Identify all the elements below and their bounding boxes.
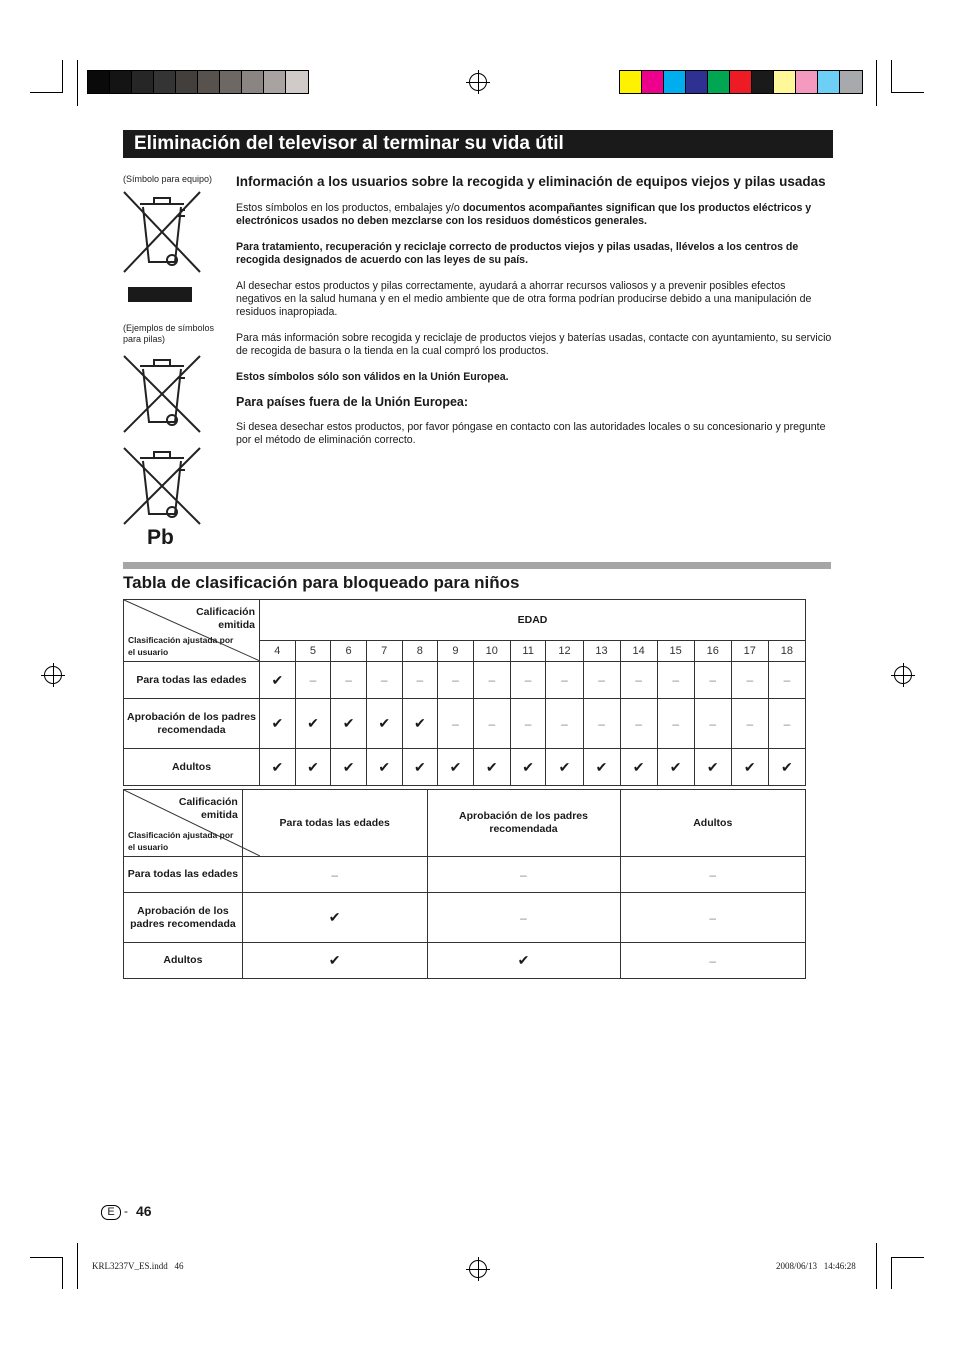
check-mark-cell: ✔: [402, 749, 438, 786]
crossed-bin-icon: [122, 190, 202, 275]
age-rating-table: [123, 599, 806, 786]
check-mark-cell: ✔: [620, 749, 657, 786]
color-calibration-bar: [619, 70, 863, 94]
check-mark-cell: ✔: [694, 749, 731, 786]
age-column-header: 11: [510, 641, 546, 662]
row-label: Para todas las edades: [124, 857, 243, 893]
crop-mark: [891, 1257, 892, 1289]
row-label: Adultos: [124, 749, 260, 786]
check-mark-cell: ✔: [260, 699, 296, 749]
crop-mark: [891, 1257, 924, 1258]
column-header: Para todas las edades: [242, 790, 427, 857]
table-row: [124, 943, 806, 979]
battery-symbol-caption: (Ejemplos de símbolos para pilas): [123, 323, 215, 344]
column-header: Aprobación de los padres recomendada: [427, 790, 620, 857]
age-column-header: 16: [694, 641, 731, 662]
table-corner-header: [124, 600, 260, 662]
dash-cell: –: [427, 893, 620, 943]
dash-cell: –: [438, 699, 474, 749]
color-swatch: [286, 71, 308, 93]
color-swatch: [620, 71, 642, 93]
crop-mark: [77, 60, 78, 106]
age-header: EDAD: [260, 600, 806, 641]
dash-cell: –: [620, 943, 806, 979]
dash-cell: –: [366, 662, 402, 699]
language-badge: E: [101, 1205, 121, 1220]
gray-calibration-bar: [87, 70, 309, 94]
row-label: Para todas las edades: [124, 662, 260, 699]
check-mark-cell: ✔: [295, 749, 331, 786]
dash-cell: –: [731, 662, 768, 699]
pb-label: Pb: [147, 526, 174, 549]
age-column-header: 4: [260, 641, 296, 662]
color-swatch: [154, 71, 176, 93]
p1-normal-text: Estos símbolos en los productos, embalajes y/o: [236, 202, 463, 214]
dash-cell: –: [546, 699, 583, 749]
registration-mark-icon: [469, 1260, 487, 1278]
check-mark-cell: ✔: [731, 749, 768, 786]
row-label: Aprobación de los padres recomendada: [124, 893, 243, 943]
check-mark-cell: ✔: [583, 749, 620, 786]
color-swatch: [840, 71, 862, 93]
crop-mark: [876, 1243, 877, 1289]
table-row: [124, 893, 806, 943]
check-mark-cell: ✔: [366, 699, 402, 749]
solid-bar-symbol: [128, 287, 192, 302]
dash-cell: –: [583, 699, 620, 749]
check-mark-cell: ✔: [473, 749, 510, 786]
disposal-paragraph-6: Si desea desechar estos productos, por favor póngase en contacto con las autoridades locales o su concesionario y pregunte por el método de eliminación correcto.: [236, 421, 826, 446]
age-column-header: 18: [768, 641, 805, 662]
color-swatch: [110, 71, 132, 93]
age-column-header: 10: [473, 641, 510, 662]
crossed-bin-pb-icon: [122, 446, 202, 526]
dash-cell: –: [402, 662, 438, 699]
dash-cell: –: [620, 857, 806, 893]
check-mark-cell: ✔: [402, 699, 438, 749]
dash-cell: –: [657, 662, 694, 699]
table-corner-header: [124, 790, 243, 857]
check-mark-cell: ✔: [242, 943, 427, 979]
dash-cell: –: [657, 699, 694, 749]
color-swatch: [176, 71, 198, 93]
dash-cell: –: [768, 699, 805, 749]
registration-mark-icon: [894, 666, 912, 684]
dash-cell: –: [768, 662, 805, 699]
color-swatch: [264, 71, 286, 93]
disposal-info: [236, 174, 832, 447]
color-swatch: [242, 71, 264, 93]
age-column-header: 17: [731, 641, 768, 662]
check-mark-cell: ✔: [260, 662, 296, 699]
check-mark-cell: ✔: [331, 749, 367, 786]
dash-cell: –: [694, 662, 731, 699]
equipment-symbol-caption: (Símbolo para equipo): [123, 174, 213, 184]
crossed-bin-battery-icon: [122, 354, 202, 434]
check-mark-cell: ✔: [260, 749, 296, 786]
check-mark-cell: ✔: [366, 749, 402, 786]
crop-mark: [62, 60, 63, 92]
corner-top-label: Calificación emitida: [178, 796, 238, 821]
section-separator: [123, 562, 831, 569]
color-swatch: [774, 71, 796, 93]
rating-section-heading: Tabla de clasificación para bloqueado para niños: [123, 573, 520, 592]
row-label: Aprobación de los padres recomendada: [124, 699, 260, 749]
age-column-header: 13: [583, 641, 620, 662]
check-mark-cell: ✔: [546, 749, 583, 786]
crop-mark: [30, 1257, 63, 1258]
crop-mark: [891, 60, 892, 92]
column-header: Adultos: [620, 790, 806, 857]
check-mark-cell: ✔: [657, 749, 694, 786]
outside-eu-heading: Para países fuera de la Unión Europea:: [236, 395, 469, 409]
dash-cell: –: [242, 857, 427, 893]
disposal-heading: Información a los usuarios sobre la recogida y eliminación de equipos viejos y pilas usadas: [236, 174, 826, 189]
age-column-header: 5: [295, 641, 331, 662]
table-row: [124, 749, 806, 786]
check-mark-cell: ✔: [331, 699, 367, 749]
color-swatch: [198, 71, 220, 93]
dash-cell: –: [510, 662, 546, 699]
crop-mark: [62, 1257, 63, 1289]
dash-cell: –: [473, 699, 510, 749]
page-title: Eliminación del televisor al terminar su vida útil: [123, 130, 833, 158]
registration-mark-icon: [469, 73, 487, 91]
p1-bold-text: documentos acompañantes significan que los productos eléctricos y electrónicos usados no deben mezclarse con los residuos domésticos generales.: [236, 202, 812, 227]
age-column-header: 7: [366, 641, 402, 662]
disposal-paragraph-4: Para más información sobre recogida y reciclaje de productos viejos y baterías usadas, contacte con ayuntamiento, su servicio de recogida de basura o la tienda en la cual compró los productos.: [236, 332, 832, 357]
age-column-header: 9: [438, 641, 474, 662]
table-row: [124, 662, 806, 699]
check-mark-cell: ✔: [242, 893, 427, 943]
footer-datetime: 2008/06/13 14:46:28: [776, 1261, 856, 1271]
age-column-header: 15: [657, 641, 694, 662]
corner-top-label: Calificación emitida: [196, 606, 255, 631]
crop-mark: [77, 1243, 78, 1289]
dash-cell: –: [427, 857, 620, 893]
dash-cell: –: [694, 699, 731, 749]
dash-cell: –: [620, 893, 806, 943]
color-swatch: [708, 71, 730, 93]
check-mark-cell: ✔: [427, 943, 620, 979]
check-mark-cell: ✔: [438, 749, 474, 786]
dash-cell: –: [731, 699, 768, 749]
check-mark-cell: ✔: [295, 699, 331, 749]
age-column-header: 14: [620, 641, 657, 662]
corner-bottom-label: Clasificación ajustada por el usuario: [128, 635, 234, 657]
color-swatch: [132, 71, 154, 93]
color-swatch: [220, 71, 242, 93]
age-column-header: 6: [331, 641, 367, 662]
color-swatch: [752, 71, 774, 93]
age-column-header: 8: [402, 641, 438, 662]
disposal-paragraph-2: Para tratamiento, recuperación y reciclaje correcto de productos viejos y pilas usadas, llévelos a los centros de recogida designados de acuerdo con las leyes de su país.: [236, 241, 799, 266]
dash-cell: –: [473, 662, 510, 699]
footer-filename: KRL3237V_ES.indd 46: [92, 1261, 184, 1271]
color-swatch: [664, 71, 686, 93]
crop-mark: [30, 92, 63, 93]
disposal-paragraph-3: Al desechar estos productos y pilas correctamente, ayudará a ahorrar recursos valiosos y a prevenir posibles efectos negativos en la salud humana y en el medio ambiente que de otra forma podrían producirse debido a una manipulación de residuos inapropiada.: [236, 280, 812, 318]
corner-bottom-label: Clasificación ajustada por el usuario: [128, 830, 234, 852]
page-number: 46: [136, 1203, 152, 1219]
page-number-separator: -: [124, 1204, 128, 1218]
registration-mark-icon: [44, 666, 62, 684]
crop-mark: [891, 92, 924, 93]
dash-cell: –: [546, 662, 583, 699]
color-swatch: [88, 71, 110, 93]
color-swatch: [686, 71, 708, 93]
color-swatch: [818, 71, 840, 93]
color-swatch: [796, 71, 818, 93]
check-mark-cell: ✔: [510, 749, 546, 786]
dash-cell: –: [295, 662, 331, 699]
color-swatch: [730, 71, 752, 93]
dash-cell: –: [438, 662, 474, 699]
age-column-header: 12: [546, 641, 583, 662]
rating-comparison-table: [123, 789, 806, 979]
table-row: [124, 857, 806, 893]
check-mark-cell: ✔: [768, 749, 805, 786]
dash-cell: –: [510, 699, 546, 749]
table-row: [124, 699, 806, 749]
disposal-paragraph-1: [236, 202, 832, 228]
row-label: Adultos: [124, 943, 243, 979]
dash-cell: –: [583, 662, 620, 699]
color-swatch: [642, 71, 664, 93]
dash-cell: –: [620, 662, 657, 699]
crop-mark: [876, 60, 877, 106]
disposal-paragraph-5: Estos símbolos sólo son válidos en la Unión Europea.: [236, 371, 509, 383]
dash-cell: –: [331, 662, 367, 699]
dash-cell: –: [620, 699, 657, 749]
